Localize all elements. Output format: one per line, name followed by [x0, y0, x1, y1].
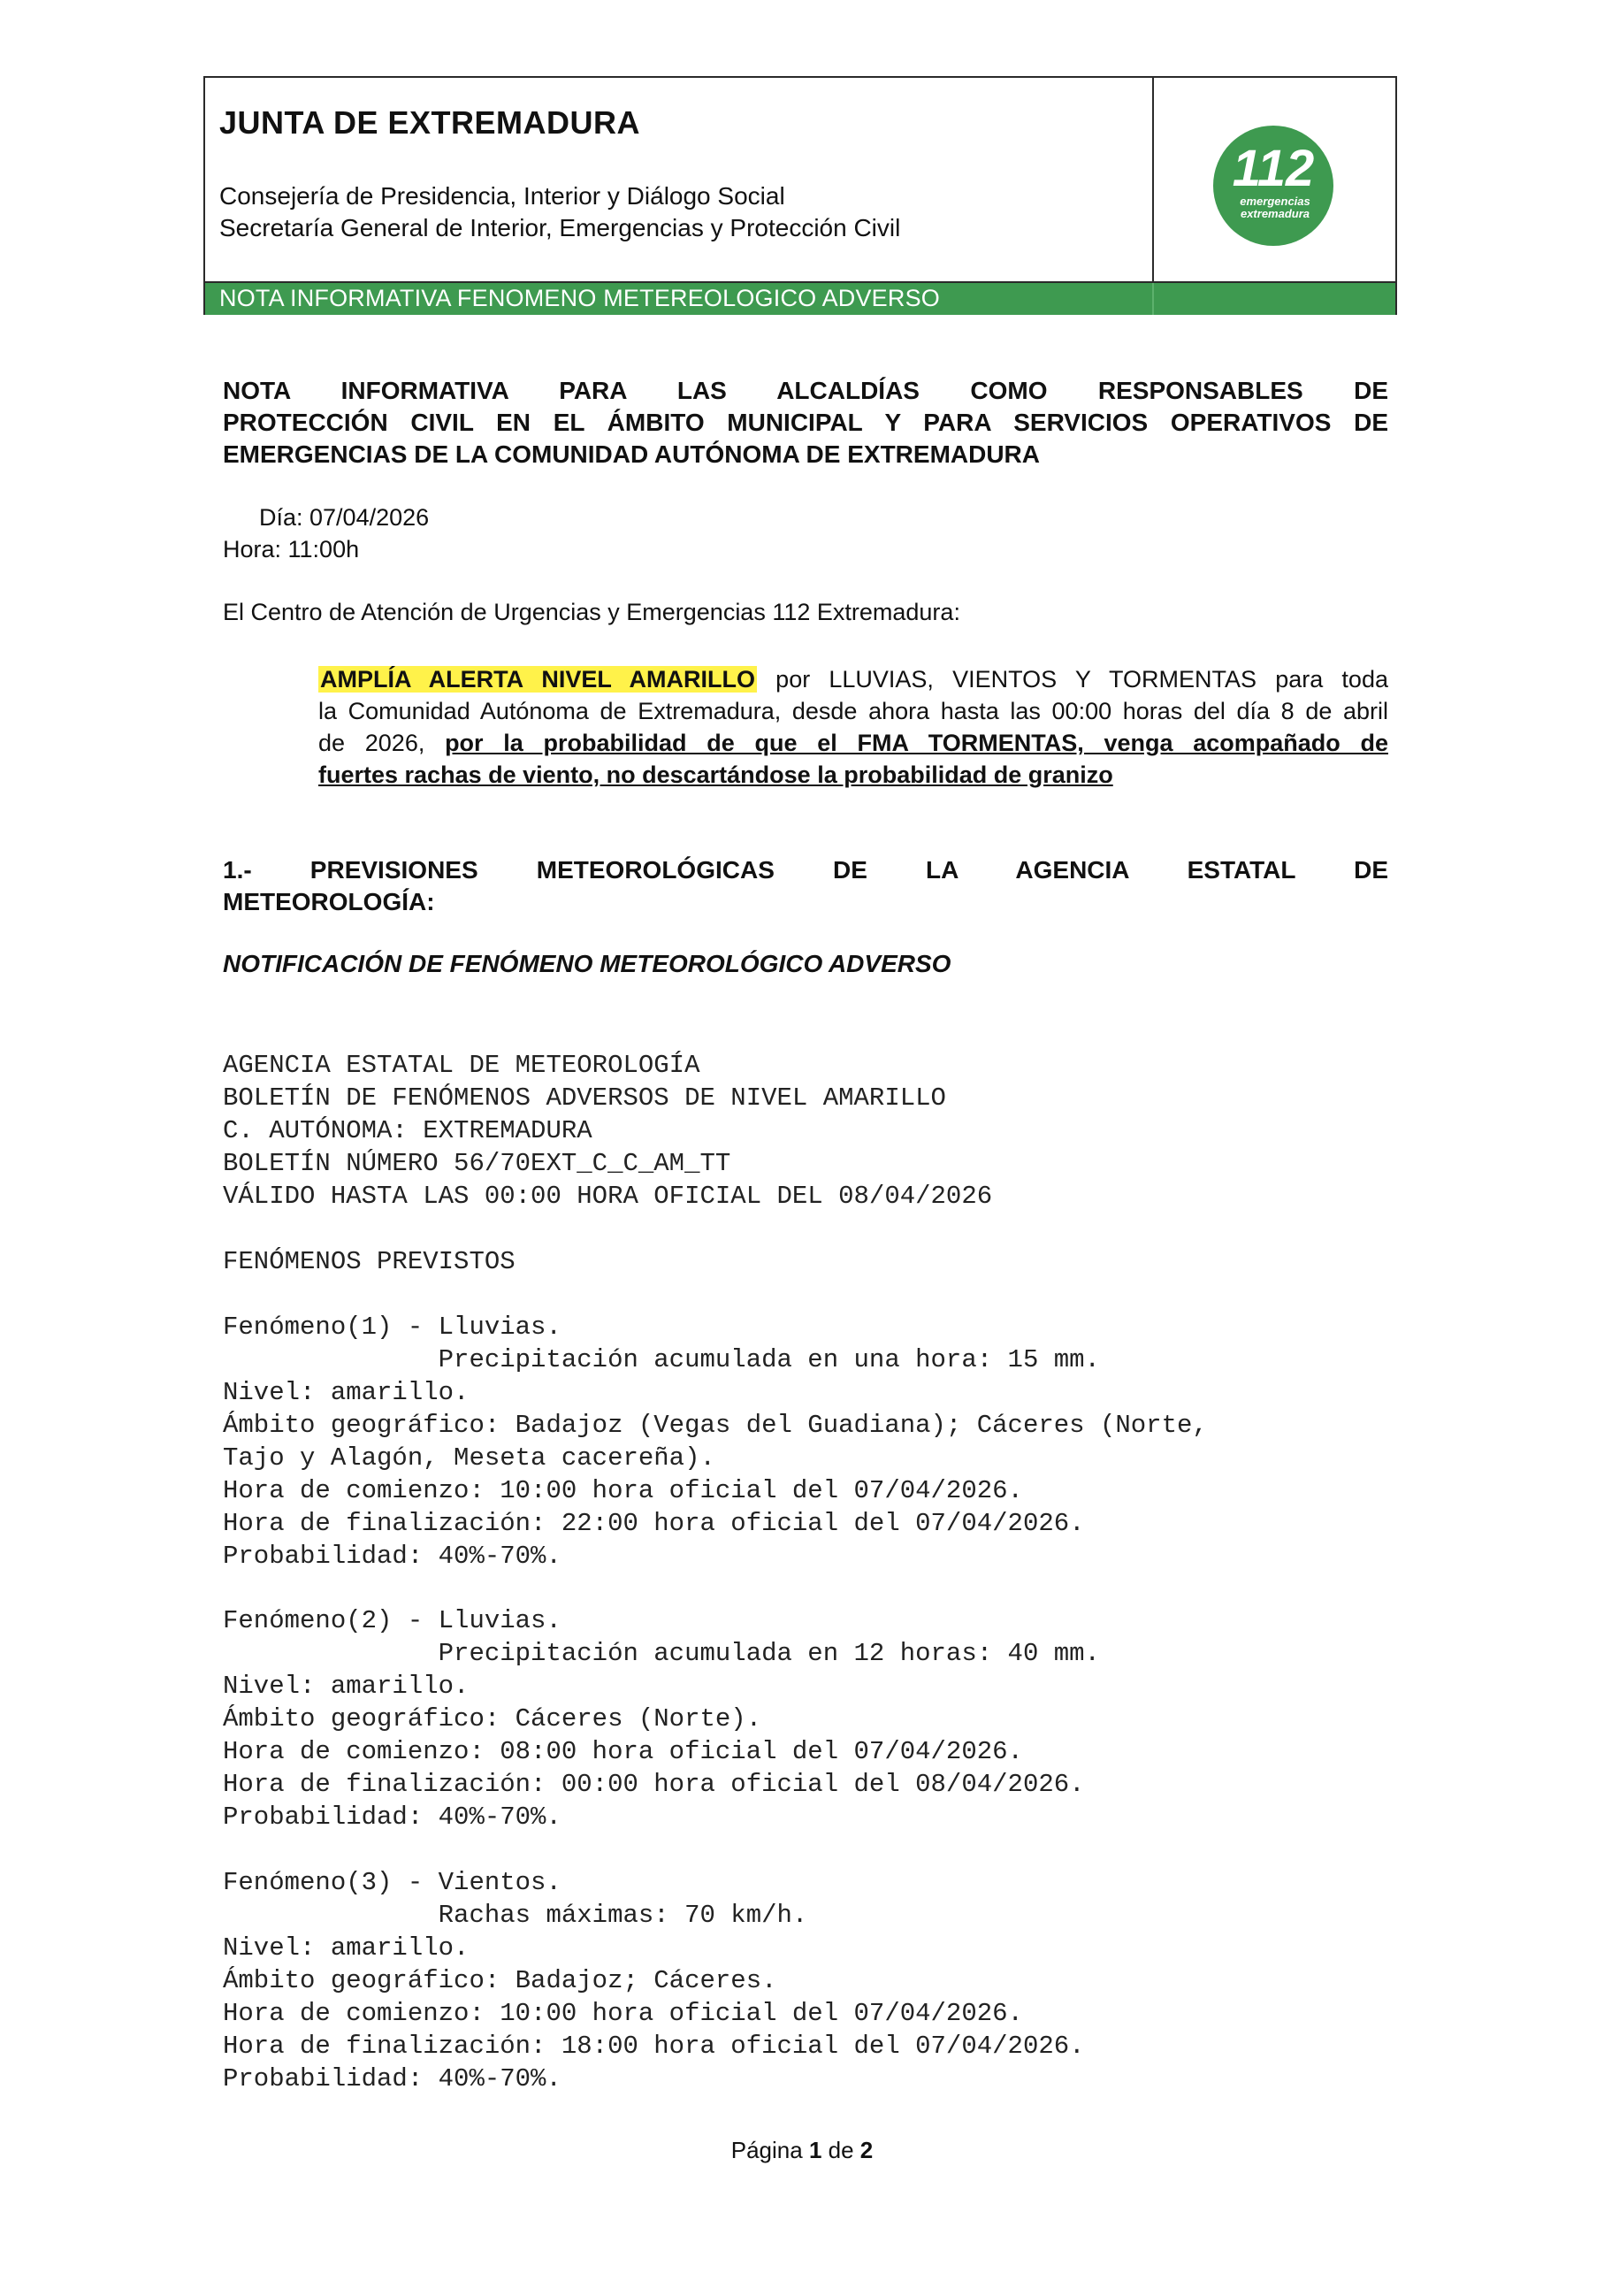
bulletin-line: C. AUTÓNOMA: EXTREMADURA	[223, 1116, 592, 1145]
emergencias-112-logo	[1211, 124, 1335, 248]
fenomeno-line: Hora de finalización: 18:00 hora oficial del 07/04/2026.	[223, 2032, 1085, 2061]
alert-paragraph	[318, 663, 1388, 791]
logo-line-2: extremadura	[1240, 207, 1310, 220]
secretaria-line: Secretaría General de Interior, Emergencias y Protección Civil	[219, 214, 901, 241]
bulletin-line: VÁLIDO HASTA LAS 00:00 HORA OFICIAL DEL 08/04/2026	[223, 1182, 993, 1211]
page-label: Página	[730, 2137, 803, 2163]
section-heading	[223, 854, 1388, 918]
page-footer	[0, 2137, 1604, 2164]
band-title: NOTA INFORMATIVA FENOMENO METEREOLOGICO ADVERSO	[219, 285, 940, 311]
page-total: 2	[859, 2137, 874, 2163]
fenomeno-line: Probabilidad: 40%-70%.	[223, 2064, 561, 2093]
main-heading-line: NOTA INFORMATIVA PARA LAS ALCALDÍAS COMO RESPONSABLES DE	[223, 377, 1388, 404]
fenomeno-line: Nivel: amarillo.	[223, 1378, 470, 1407]
bulletin-line: AGENCIA ESTATAL DE METEOROLOGÍA	[223, 1051, 700, 1080]
alert-line	[318, 727, 1388, 759]
page-current: 1	[808, 2137, 822, 2163]
fenomeno-line: Tajo y Alagón, Meseta cacereña).	[223, 1443, 715, 1473]
fenomeno-line: Ámbito geográfico: Badajoz; Cáceres.	[223, 1966, 777, 1995]
bulletin-header	[223, 1049, 992, 1213]
org-title: JUNTA DE EXTREMADURA	[219, 104, 641, 141]
letterhead-text-cell	[205, 78, 1154, 281]
fenomeno-line: Hora de finalización: 22:00 hora oficial del 07/04/2026.	[223, 1509, 1085, 1538]
fenomeno-line: Ámbito geográfico: Badajoz (Vegas del Guadiana); Cáceres (Norte,	[223, 1411, 1208, 1440]
bulletin-line: BOLETÍN NÚMERO 56/70EXT_C_C_AM_TT	[223, 1149, 731, 1178]
fenomeno-1	[223, 1311, 1208, 1573]
fenomeno-line: Nivel: amarillo.	[223, 1672, 470, 1701]
fenomeno-3	[223, 1866, 1085, 2095]
time-line: Hora: 11:00h	[223, 536, 360, 563]
alert-highlight: AMPLÍA ALERTA NIVEL AMARILLO	[320, 666, 755, 693]
fenomeno-line: Hora de finalización: 00:00 hora oficial del 08/04/2026.	[223, 1770, 1085, 1799]
fenomeno-line: Rachas máximas: 70 km/h.	[223, 1901, 808, 1930]
fenomeno-2	[223, 1604, 1100, 1833]
consejeria-line: Consejería de Presidencia, Interior y Diálogo Social	[219, 182, 785, 210]
page-de-label: de	[828, 2137, 854, 2163]
fenomeno-line: Precipitación acumulada en 12 horas: 40 mm.	[223, 1639, 1100, 1668]
logo-line-1: emergencias	[1240, 195, 1310, 208]
fenomeno-line: Fenómeno(2) - Lluvias.	[223, 1606, 561, 1635]
fenomeno-line: Ámbito geográfico: Cáceres (Norte).	[223, 1704, 762, 1733]
band-divider	[1152, 283, 1154, 315]
logo-number: 112	[1232, 140, 1315, 197]
date-line: Día: 07/04/2026	[259, 504, 430, 531]
centro-line: El Centro de Atención de Urgencias y Emergencias 112 Extremadura:	[223, 599, 960, 625]
main-heading	[223, 375, 1388, 471]
fenomeno-line: Hora de comienzo: 08:00 hora oficial del 07/04/2026.	[223, 1737, 1023, 1766]
fenomeno-line: Fenómeno(1) - Lluvias.	[223, 1313, 561, 1342]
alert-line	[318, 663, 1388, 695]
section-heading-line: 1.- PREVISIONES METEOROLÓGICAS DE LA AGENCIA ESTATAL DE	[223, 856, 1388, 884]
fenomeno-line: Hora de comienzo: 10:00 hora oficial del 07/04/2026.	[223, 1999, 1023, 2028]
alert-line	[318, 759, 1388, 791]
alert-line-1-rest: por LLUVIAS, VIENTOS Y TORMENTAS para toda	[757, 666, 1388, 693]
main-heading-line: PROTECCIÓN CIVIL EN EL ÁMBITO MUNICIPAL Y PARA SERVICIOS OPERATIVOS DE	[223, 409, 1388, 436]
fenomeno-line: Probabilidad: 40%-70%.	[223, 1802, 561, 1832]
fenomeno-line: Probabilidad: 40%-70%.	[223, 1542, 561, 1571]
alert-line: la Comunidad Autónoma de Extremadura, desde ahora hasta las 00:00 horas del día 8 de abril	[318, 698, 1388, 724]
fenomenos-title: FENÓMENOS PREVISTOS	[223, 1247, 516, 1276]
alert-line-3-start: de 2026,	[318, 730, 446, 756]
main-heading-line: EMERGENCIAS DE LA COMUNIDAD AUTÓNOMA DE EXTREMADURA	[223, 440, 1040, 468]
notification-title: NOTIFICACIÓN DE FENÓMENO METEOROLÓGICO ADVERSO	[223, 950, 951, 977]
header-band	[205, 281, 1395, 315]
bulletin-line: BOLETÍN DE FENÓMENOS ADVERSOS DE NIVEL AMARILLO	[223, 1083, 946, 1113]
section-heading-line: METEOROLOGÍA:	[223, 888, 435, 915]
fenomeno-line: Precipitación acumulada en una hora: 15 mm.	[223, 1345, 1100, 1374]
alert-underlined-text: fuertes rachas de viento, no descartándose la probabilidad de granizo	[318, 762, 1113, 788]
fenomeno-line: Nivel: amarillo.	[223, 1933, 470, 1963]
fenomeno-line: Fenómeno(3) - Vientos.	[223, 1868, 561, 1897]
fenomeno-line: Hora de comienzo: 10:00 hora oficial del 07/04/2026.	[223, 1476, 1023, 1505]
alert-underlined-text: por la probabilidad de que el FMA TORMENTAS, venga acompañado de	[445, 730, 1388, 756]
